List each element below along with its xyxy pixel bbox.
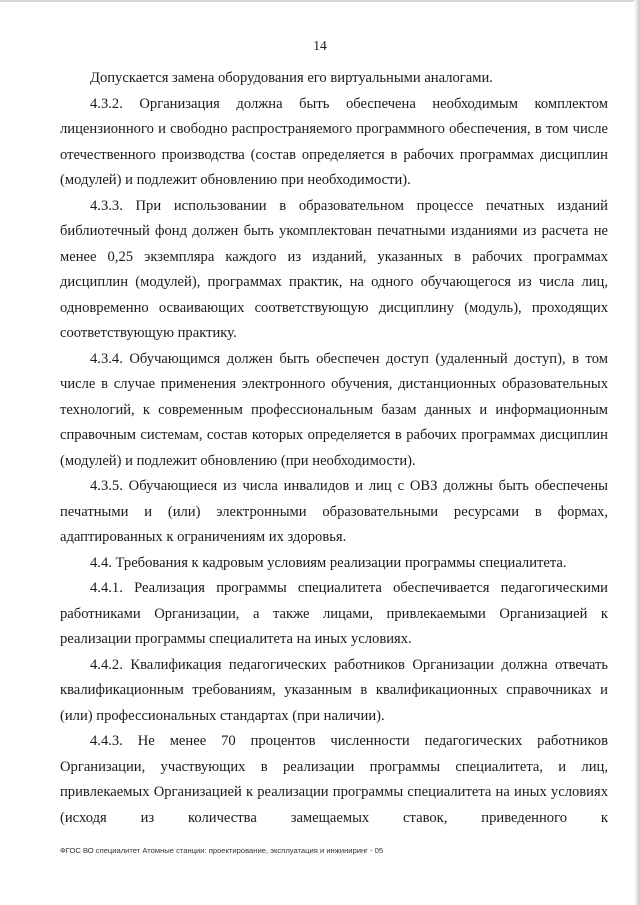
paragraph-4-4-2: 4.4.2. Квалификация педагогических работников Организации должна отвечать квалификационным требованиям, указанным в квалификационных справочниках и (или) профессиональных стандартах (при наличии). (60, 656, 608, 724)
paragraph-4-3-2: 4.3.2. Организация должна быть обеспечена необходимым комплектом лицензионного и свободно распространяемого программного обеспечения, в том числе отечественного производства (состав определяется в рабочих программах дисциплин (модулей) и подлежит обновлению при необходимости). (60, 95, 608, 188)
paragraph-equipment-replacement: Допускается замена оборудования его виртуальными аналогами. (90, 70, 493, 86)
page-number: 14 (313, 38, 327, 53)
document-footer: ФГОС ВО специалитет Атомные станции: проектирование, эксплуатация и инжиниринг - 05 (60, 846, 384, 855)
paragraph-4-3-3: 4.3.3. При использовании в образовательном процессе печатных изданий библиотечный фонд должен быть укомплектован печатными изданиями из расчета не менее 0,25 экземпляра каждого из изданий, указанных в рабочих программах дисциплин (модулей), программах практик, на одного обучающегося из числа лиц, одновременно осваивающих соответствующую дисциплину (модуль), проходящих соответствующую практику. (60, 197, 608, 341)
paragraph-4-3-4: 4.3.4. Обучающимся должен быть обеспечен доступ (удаленный доступ), в том числе в случае применения электронного обучения, дистанционных образовательных технологий, к современным профессиональным базам данных и информационным справочным системам, состав которых определяется в рабочих программах дисциплин (модулей) и подлежит обновлению (при необходимости). (60, 350, 608, 469)
paragraph-4-3-5: 4.3.5. Обучающиеся из числа инвалидов и лиц с ОВЗ должны быть обеспечены печатными и (или) электронными образовательными ресурсами в формах, адаптированных к ограничениям их здоровья. (60, 478, 608, 545)
paragraph-4-4: 4.4. Требования к кадровым условиям реализации программы специалитета. (90, 554, 567, 571)
scan-top-edge (0, 0, 640, 2)
paragraph-4-4-1: 4.4.1. Реализация программы специалитета обеспечивается педагогическими работниками Организации, а также лицами, привлекаемыми Организацией к реализации программы специалитета на иных условиях. (60, 580, 608, 647)
scan-right-edge (634, 0, 640, 905)
paragraph-4-4-3: 4.4.3. Не менее 70 процентов численности педагогических работников Организации, участвующих в реализации программы специалитета, и лиц, привлекаемых Организацией к реализации программы специалитета на иных условиях (исходя из количества замещаемых ставок, приведенного к (60, 733, 608, 826)
document-body (60, 66, 608, 831)
